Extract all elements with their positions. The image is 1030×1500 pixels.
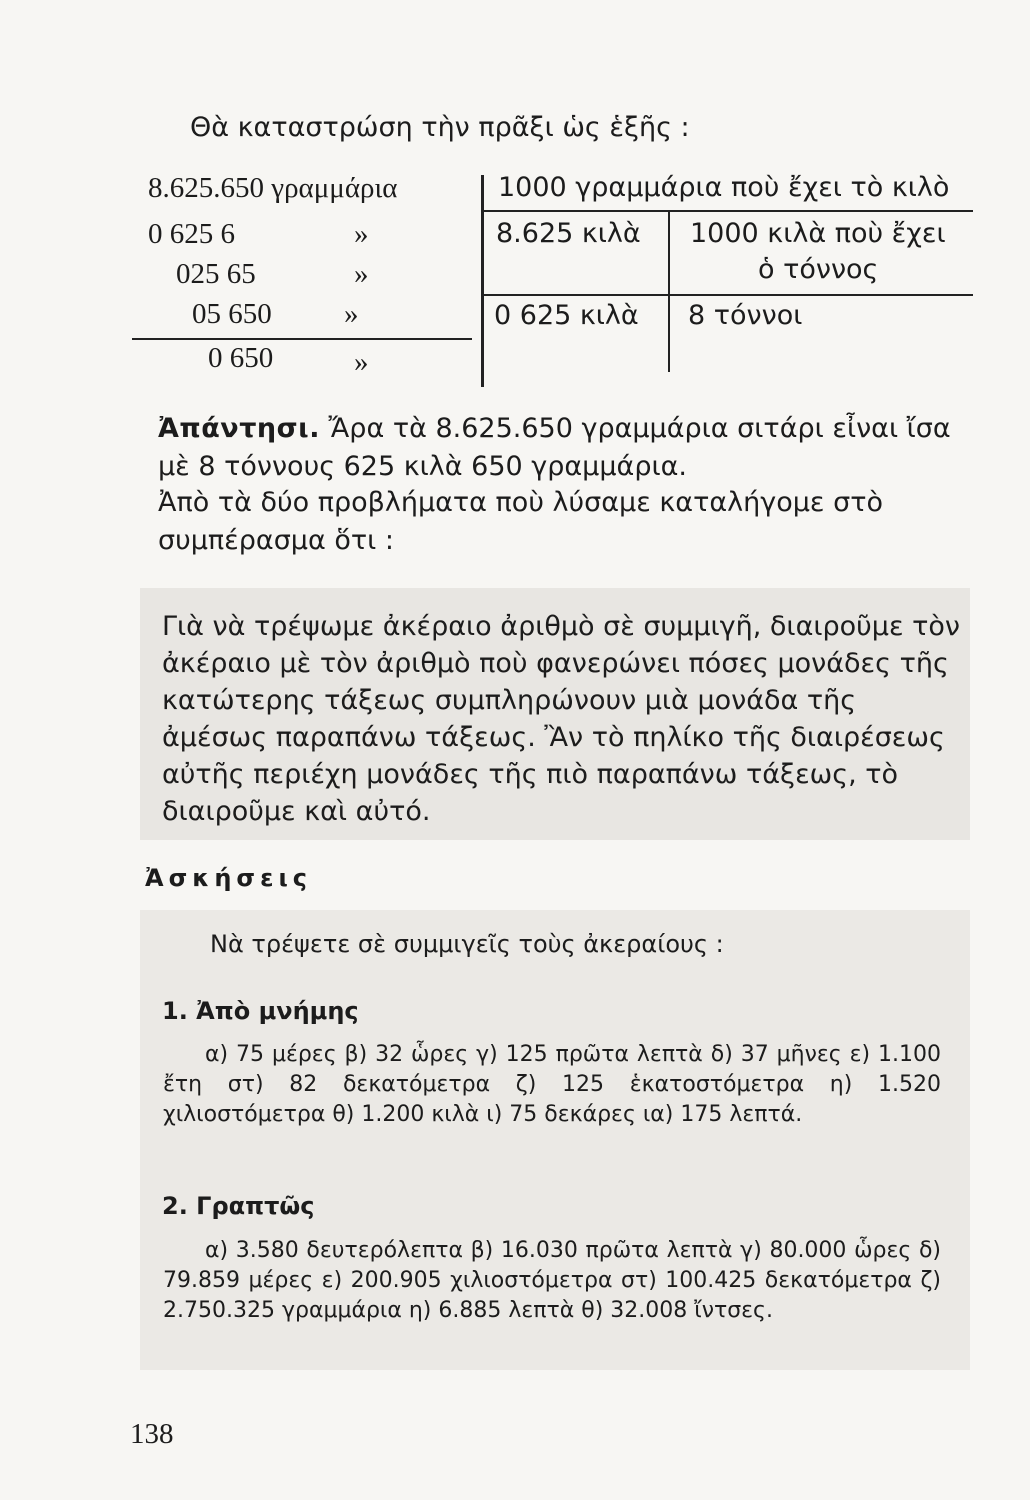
conclusion-paragraph: Ἀπὸ τὰ δύο προβλήματα ποὺ λύσαμε καταλήγομε στὸ συμπέρασμα ὅτι : — [158, 487, 883, 556]
intro-line: Θὰ καταστρώση τὴν πρᾶξι ὡς ἑξῆς : — [190, 112, 690, 143]
rule-text: Γιὰ νὰ τρέψωμε ἀκέραιο ἀριθμὸ σὲ συμμιγῆ, διαιροῦμε τὸν ἀκέραιο μὲ τὸν ἀριθμὸ ποὺ φανερώνει πόσες μονάδες τῆς κατώτερης τάξεως συμπληρώνουν μιὰ μονάδα τῆς ἀμέσως παραπάνω τάξεως. Ἂν τὸ πηλίκο τῆς διαιρέσεως αὐτῆς περιέχη μονάδες τῆς πιὸ παραπάνω τάξεως, τὸ διαιροῦμε καὶ αὐτό. — [162, 611, 960, 827]
divisor-second: 1000 κιλὰ ποὺ ἔχει — [690, 218, 946, 249]
section-text-written: α) 3.580 δευτερόλεπτα β) 16.030 πρῶτα λεπτὰ γ) 80.000 ὧρες δ) 79.859 μέρες ε) 200.905 χιλιοστόμετρα στ) 100.425 δεκατόμετρα ζ) 2.750.325 γραμμάρια η) 6.885 λεπτὰ θ) 32.008 ἴντσες. — [163, 1238, 941, 1323]
page-number: 138 — [130, 1418, 174, 1450]
divisor-first: 1000 γραμμάρια ποὺ ἔχει τὸ κιλὸ — [498, 172, 950, 203]
quotient-first: 8.625 κιλὰ — [496, 218, 641, 249]
second-division-bar — [668, 212, 670, 372]
dividend: 8.625.650 γραμμάρια — [148, 172, 398, 204]
step-number: 0 625 6 — [148, 218, 235, 250]
quotient-second: 8 τόννοι — [688, 300, 803, 331]
ditto-mark: » — [354, 346, 369, 378]
answer-label: Ἀπάντησι. — [158, 413, 320, 444]
division-bar — [481, 175, 484, 387]
exercises-heading: Ἀσκήσεις — [145, 864, 313, 892]
divisor-second-cont: ὁ τόννος — [758, 254, 879, 285]
section-title-memory: 1. Ἀπὸ μνήμης — [162, 997, 359, 1025]
second-divisor-underline — [483, 294, 973, 296]
divisor-underline — [483, 210, 973, 212]
answer-paragraph — [158, 410, 988, 486]
step-number: 05 650 — [192, 298, 272, 330]
step-number: 025 65 — [176, 258, 256, 290]
remainder-second: 0 625 κιλὰ — [494, 300, 639, 331]
answer-text: Ἄρα τὰ 8.625.650 γραμμάρια σιτάρι εἶναι ἴσα μὲ 8 τόννους 625 κιλὰ 650 γραμμάρια. — [158, 413, 951, 482]
remainder: 0 650 — [208, 342, 274, 374]
ditto-mark: » — [354, 258, 369, 290]
subtraction-line — [132, 338, 472, 340]
ditto-mark: » — [344, 298, 359, 330]
section-title-written: 2. Γραπτῶς — [162, 1192, 315, 1220]
section-text-memory: α) 75 μέρες β) 32 ὧρες γ) 125 πρῶτα λεπτὰ δ) 37 μῆνες ε) 1.100 ἔτη στ) 82 δεκατόμετρα ζ) 125 ἑκατοστόμετρα η) 1.520 χιλιοστόμετρα θ) 1.200 κιλὰ ι) 75 δεκάρες ια) 175 λεπτά. — [163, 1042, 941, 1127]
ditto-mark: » — [354, 218, 369, 250]
exercises-intro: Νὰ τρέψετε σὲ συμμιγεῖς τοὺς ἀκεραίους : — [210, 930, 724, 958]
